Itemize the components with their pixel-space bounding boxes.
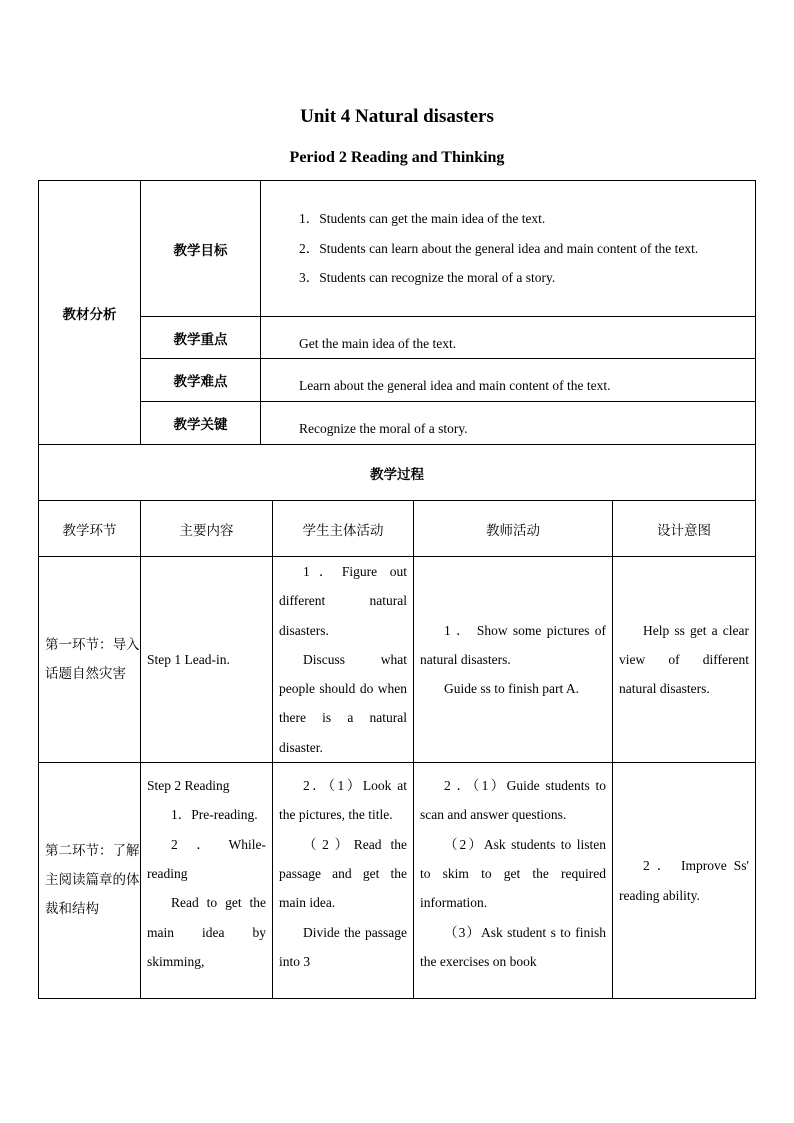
header-student-activity: 学生主体活动 — [273, 501, 414, 557]
teacher-line: 2 ．（1）Guide students to scan and answer questions. — [420, 778, 606, 823]
stage-1: 第一环节：导入话题自然灾害 — [39, 557, 141, 763]
student-activity-1 — [273, 557, 414, 763]
key-row — [39, 402, 756, 445]
design-intent-1 — [613, 557, 756, 763]
key-points-label: 教学重点 — [141, 317, 261, 359]
key-points-text: Get the main idea of the text. — [261, 317, 756, 359]
content-line: Step 2 Reading — [147, 778, 230, 794]
lesson-plan-table — [38, 180, 756, 999]
content-line: 1．Pre-reading. — [171, 807, 258, 823]
teacher-line: 1 ． Show some pictures of natural disasters. — [420, 622, 606, 667]
header-design-intent: 设计意图 — [613, 501, 756, 557]
header-content: 主要内容 — [141, 501, 273, 557]
student-line: 1．Figure out different natural disasters. — [279, 564, 407, 638]
student-activity-2 — [273, 763, 414, 999]
objective-item: 2．Students can learn about the general idea and main content of the text. — [299, 240, 699, 256]
process-row-2 — [39, 763, 756, 999]
document-title: Unit 4 Natural disasters — [300, 106, 494, 127]
student-line: Discuss what people should do when there is a natural disaster. — [279, 651, 407, 755]
process-title-row — [39, 445, 756, 501]
teacher-line: （2）Ask students to listen to skim to get the required information. — [420, 836, 606, 911]
objective-item: 1．Students can get the main idea of the text. — [299, 211, 546, 227]
key-label: 教学关键 — [141, 402, 261, 445]
intent-line: Help ss get a clear view of different natural disasters. — [619, 622, 749, 697]
content-line: Read to get the main idea by skimming, — [147, 895, 266, 969]
document-subtitle: Period 2 Reading and Thinking — [289, 149, 505, 166]
objectives-row — [39, 181, 756, 317]
content-2 — [141, 763, 273, 999]
difficulties-row — [39, 359, 756, 402]
difficulties-text: Learn about the general idea and main content of the text. — [261, 359, 756, 402]
header-teacher-activity: 教师活动 — [414, 501, 613, 557]
difficulties-label: 教学难点 — [141, 359, 261, 402]
content-line: 2．While-reading — [147, 836, 266, 881]
stage-2: 第二环节：了解主阅读篇章的体裁和结构 — [39, 763, 141, 999]
key-points-row — [39, 317, 756, 359]
key-text: Recognize the moral of a story. — [261, 402, 756, 445]
design-intent-2 — [613, 763, 756, 999]
objectives-label: 教学目标 — [141, 181, 261, 317]
intent-line: 2 ． Improve Ss' reading ability. — [619, 858, 749, 903]
process-row-1 — [39, 557, 756, 763]
content-line: Step 1 Lead-in. — [147, 651, 230, 667]
process-header-row — [39, 501, 756, 557]
teacher-activity-2 — [414, 763, 613, 999]
student-line: 2．（1）Look at the pictures, the title. — [279, 778, 407, 823]
teacher-line: Guide ss to finish part A. — [444, 681, 579, 697]
student-line: （2）Read the passage and get the main idea. — [279, 836, 407, 911]
header-stage: 教学环节 — [39, 501, 141, 557]
teacher-line: （3）Ask student s to finish the exercises on book — [420, 924, 606, 969]
analysis-section-label: 教材分析 — [39, 181, 141, 445]
teacher-activity-1 — [414, 557, 613, 763]
objectives-list — [261, 181, 756, 317]
student-line: Divide the passage into 3 — [279, 924, 407, 969]
process-title: 教学过程 — [39, 445, 756, 501]
objective-item: 3．Students can recognize the moral of a story. — [299, 270, 556, 286]
content-1 — [141, 557, 273, 763]
